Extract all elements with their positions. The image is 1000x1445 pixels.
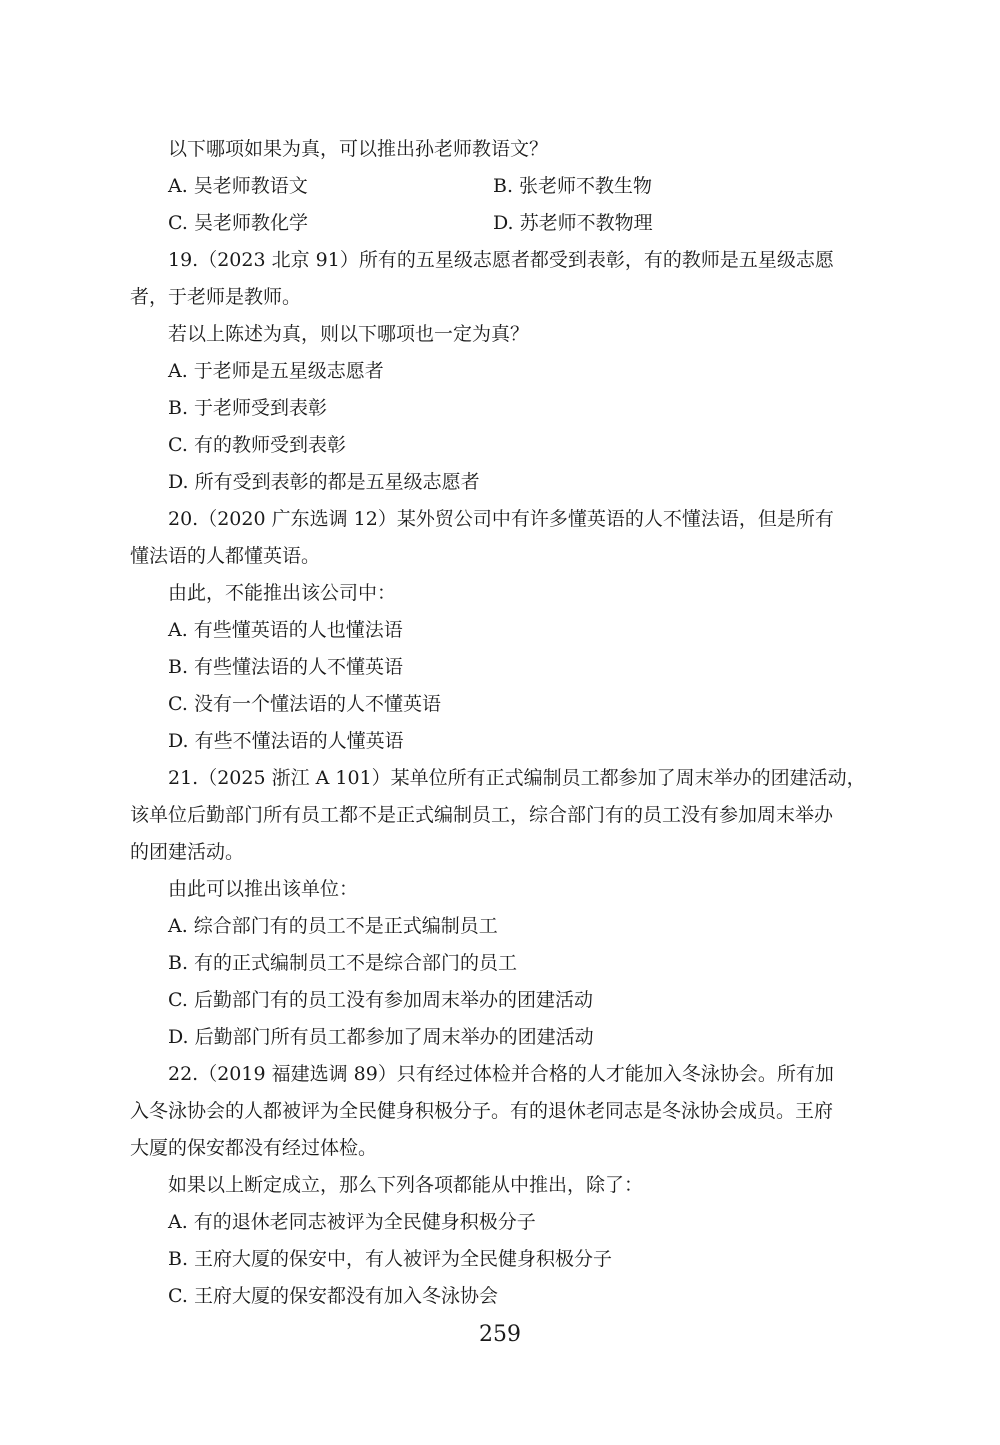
q20-option-b: B. 有些懂法语的人不懂英语 xyxy=(168,656,404,678)
q21-option-a: A. 综合部门有的员工不是正式编制员工 xyxy=(168,915,498,937)
q18-question: 以下哪项如果为真，可以推出孙老师教语文？ xyxy=(168,138,549,160)
q22-stem-line-3: 大厦的保安都没有经过体检。 xyxy=(130,1137,378,1159)
q22-stem-line-2: 入冬泳协会的人都被评为全民健身积极分子。有的退休老同志是冬泳协会成员。王府 xyxy=(130,1100,834,1122)
q22-option-b: B. 王府大厦的保安中，有人被评为全民健身积极分子 xyxy=(168,1248,613,1270)
page-number: 259 xyxy=(479,1322,521,1347)
q18-options-row-2 xyxy=(130,211,870,248)
q21-stem-line-1: 21.（2025 浙江 A 101）某单位所有正式编制员工都参加了周末举办的团建活动， xyxy=(168,767,866,789)
q21-stem-line-3: 的团建活动。 xyxy=(130,841,245,863)
q18-options-row-1 xyxy=(130,174,870,211)
q18-option-b: B. 张老师不教生物 xyxy=(493,175,653,197)
q20-option-d: D. 有些不懂法语的人懂英语 xyxy=(168,730,404,752)
q20-question: 由此，不能推出该公司中： xyxy=(168,582,397,604)
q20-option-a: A. 有些懂英语的人也懂法语 xyxy=(168,619,403,641)
q19-option-b: B. 于老师受到表彰 xyxy=(168,397,328,419)
q22-stem-line-1: 22.（2019 福建选调 89）只有经过体检并合格的人才能加入冬泳协会。所有加 xyxy=(168,1063,834,1085)
q18-option-a: A. 吴老师教语文 xyxy=(168,175,308,197)
q21-option-d: D. 后勤部门所有员工都参加了周末举办的团建活动 xyxy=(168,1026,594,1048)
q22-option-a: A. 有的退休老同志被评为全民健身积极分子 xyxy=(168,1211,536,1233)
q21-question: 由此可以推出该单位： xyxy=(168,878,359,900)
q21-option-b: B. 有的正式编制员工不是综合部门的员工 xyxy=(168,952,518,974)
q22-question: 如果以上断定成立，那么下列各项都能从中推出，除了： xyxy=(168,1174,644,1196)
q19-stem-line-2: 者，于老师是教师。 xyxy=(130,286,302,308)
q20-stem-line-1: 20.（2020 广东选调 12）某外贸公司中有许多懂英语的人不懂法语，但是所有 xyxy=(168,508,834,530)
q20-option-c: C. 没有一个懂法语的人不懂英语 xyxy=(168,693,441,715)
q20-stem-line-2: 懂法语的人都懂英语。 xyxy=(130,545,321,567)
q19-option-d: D. 所有受到表彰的都是五星级志愿者 xyxy=(168,471,480,493)
page-content xyxy=(130,137,870,1321)
q21-option-c: C. 后勤部门有的员工没有参加周末举办的团建活动 xyxy=(168,989,593,1011)
q19-option-a: A. 于老师是五星级志愿者 xyxy=(168,360,384,382)
q19-question: 若以上陈述为真，则以下哪项也一定为真？ xyxy=(168,323,530,345)
q19-option-c: C. 有的教师受到表彰 xyxy=(168,434,346,456)
q18-option-d: D. 苏老师不教物理 xyxy=(493,212,653,234)
q21-stem-line-2: 该单位后勤部门所有员工都不是正式编制员工，综合部门有的员工没有参加周末举办 xyxy=(130,804,834,826)
q18-option-c: C. 吴老师教化学 xyxy=(168,212,308,234)
q22-option-c: C. 王府大厦的保安都没有加入冬泳协会 xyxy=(168,1285,498,1307)
q19-stem-line-1: 19.（2023 北京 91）所有的五星级志愿者都受到表彰，有的教师是五星级志愿 xyxy=(168,249,834,271)
